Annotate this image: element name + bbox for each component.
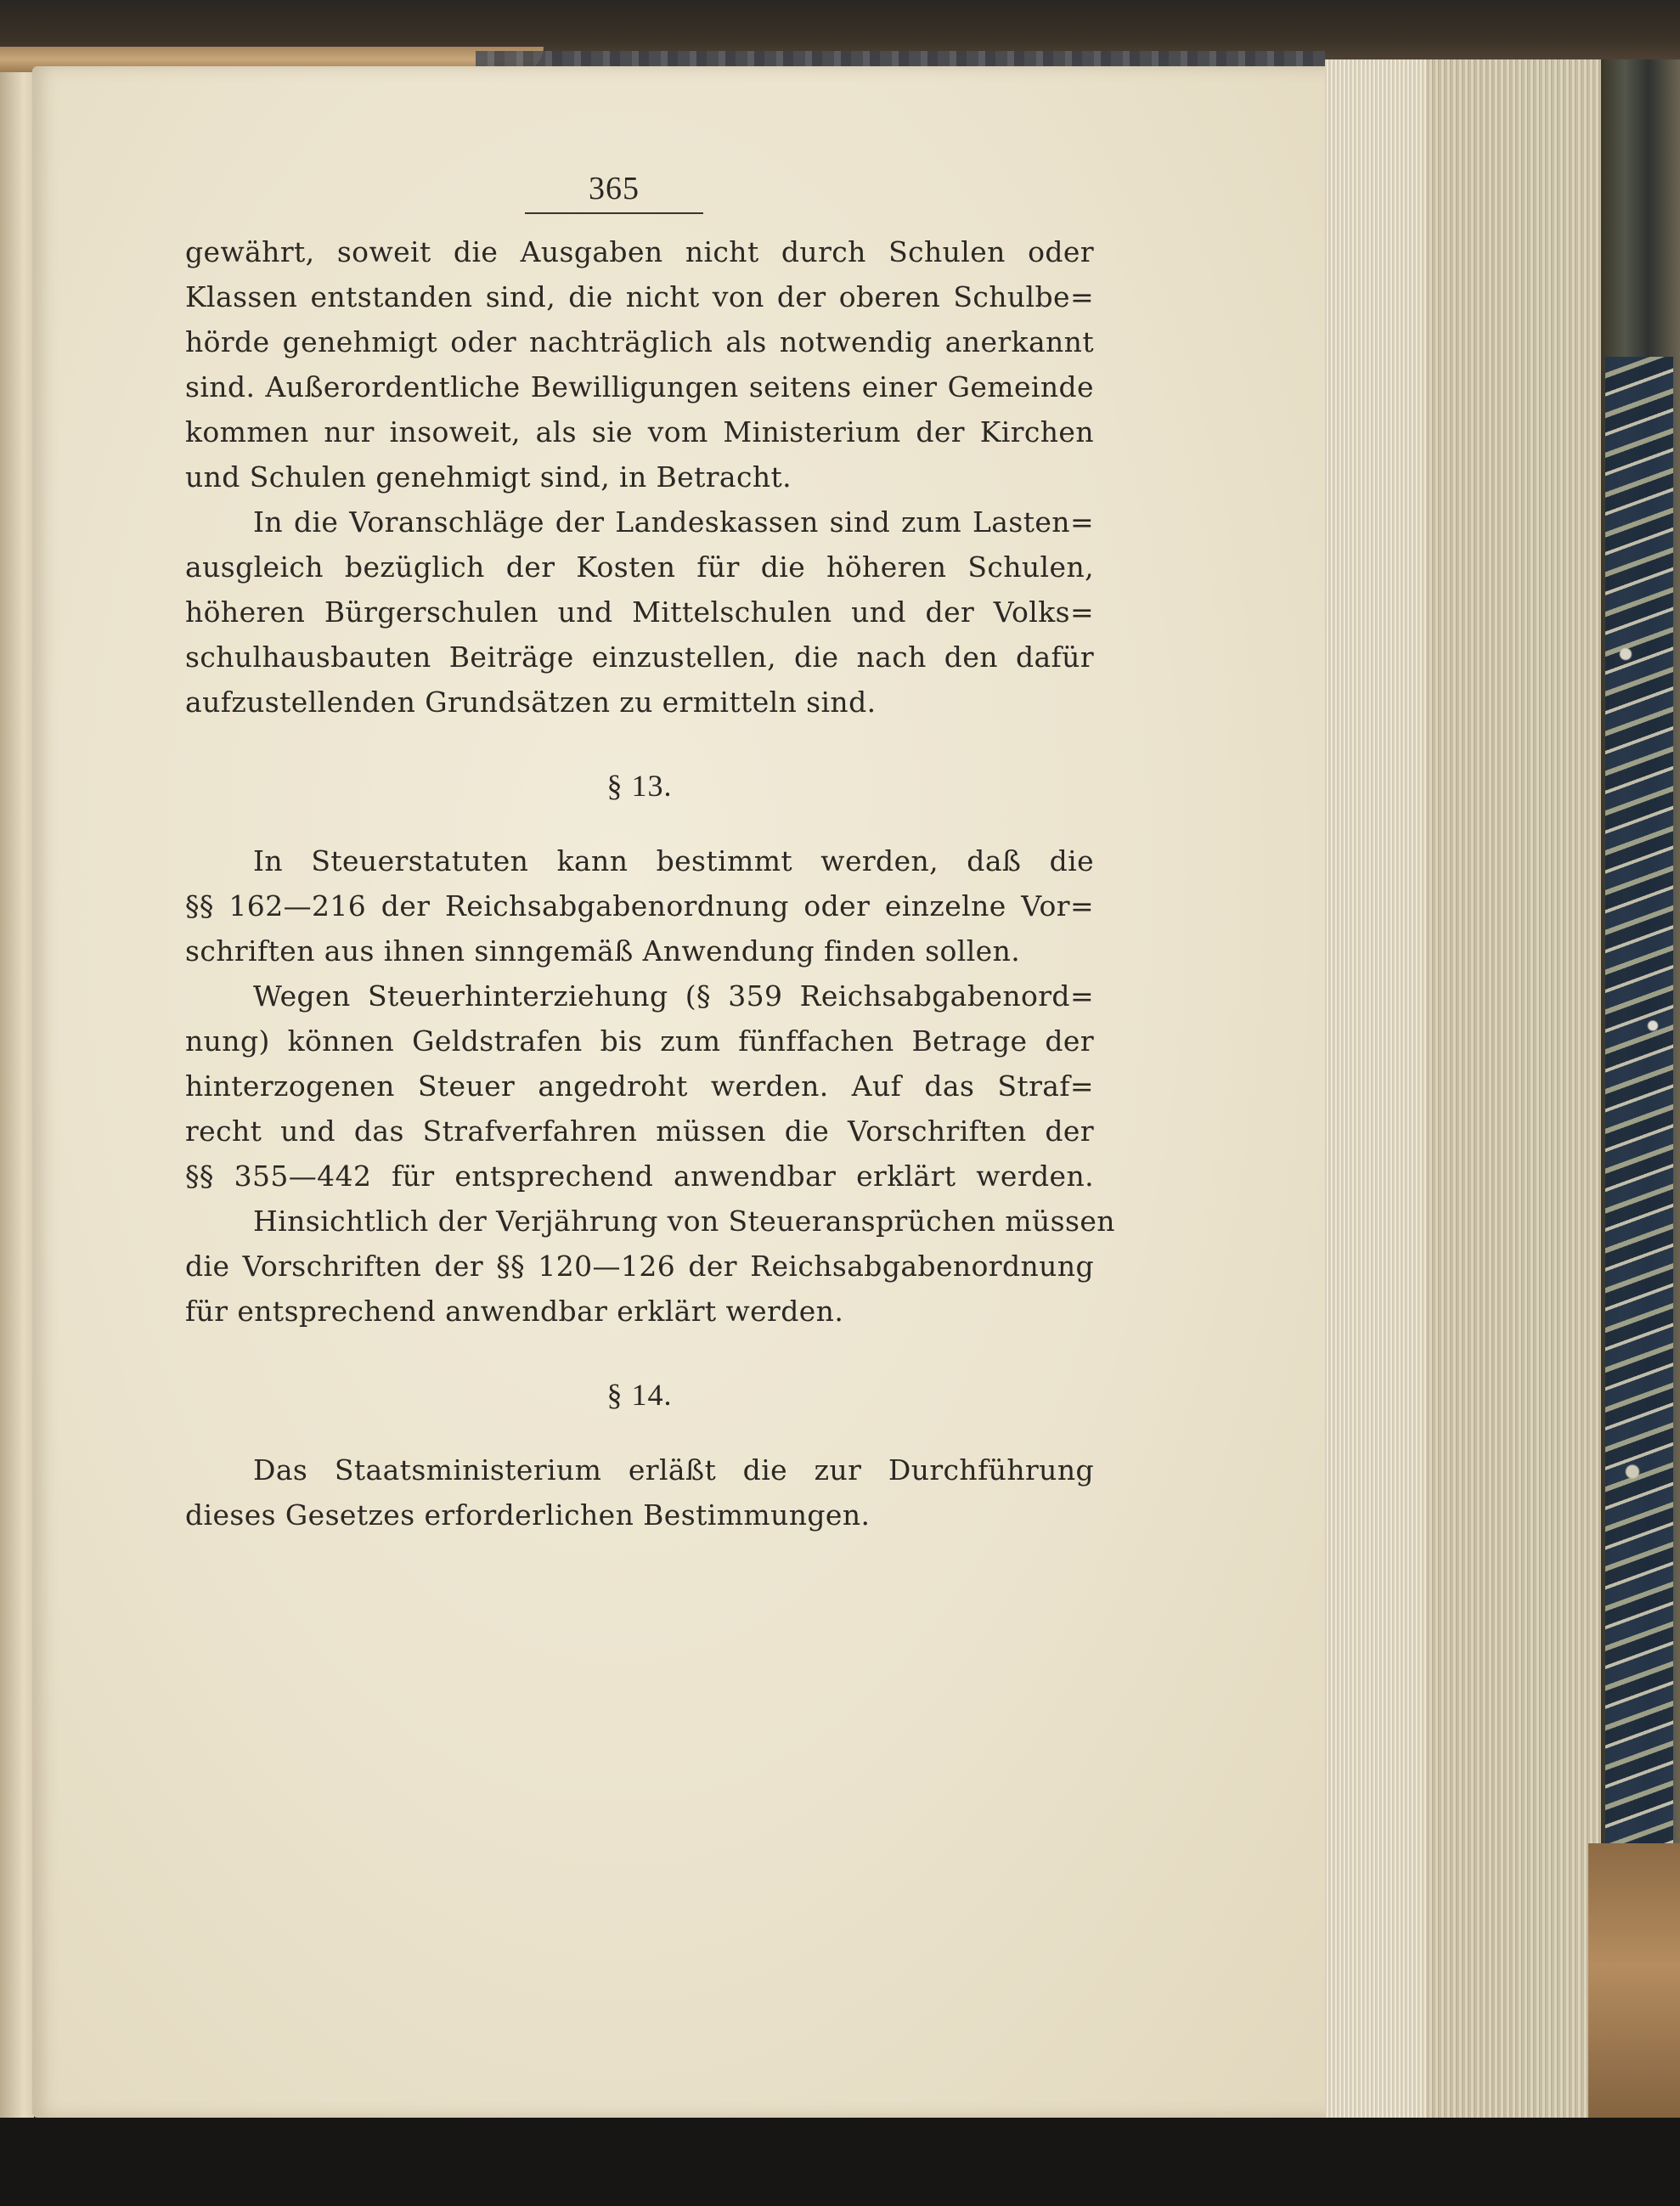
text-line: hinterzogenen Steuer angedroht werden. Auf das Straf=: [185, 1069, 1094, 1103]
background-shadow: [0, 2118, 1680, 2206]
text-line: schulhausbauten Beiträge einzustellen, die nach den dafür: [185, 640, 1094, 674]
text-line: §§ 355—442 für entsprechend anwendbar erklärt werden.: [185, 1159, 1094, 1193]
text-line: In die Voranschläge der Landeskassen sind zum Lasten=: [253, 505, 1094, 539]
book-cover-top: [0, 0, 1680, 68]
text-line: hörde genehmigt oder nachträglich als notwendig anerkannt: [185, 325, 1094, 358]
text-line: höheren Bürgerschulen und Mittelschulen und der Volks=: [185, 595, 1094, 629]
text-line: und Schulen genehmigt sind, in Betracht.: [185, 460, 792, 494]
text-line: schriften aus ihnen sinngemäß Anwendung finden sollen.: [185, 934, 1021, 968]
text-line: sind. Außerordentliche Bewilligungen seitens einer Gemeinde: [185, 370, 1094, 403]
previous-page-edge: [0, 72, 34, 2128]
paragraph-block5: [185, 1199, 1115, 1334]
page-number: 365: [589, 171, 640, 206]
leather-corner: [1588, 1843, 1680, 2149]
text-line: nung) können Geldstrafen bis zum fünffachen Betrage der: [185, 1024, 1094, 1058]
text-line: Wegen Steuerhinterziehung (§ 359 Reichsabgabenord=: [253, 979, 1094, 1013]
paragraph-block6: [185, 1447, 1094, 1537]
marbled-cover: [1605, 357, 1673, 1843]
text-line: Das Staatsministerium erläßt die zur Durchführung: [253, 1453, 1094, 1487]
section-heading-14: § 14.: [606, 1378, 673, 1412]
text-line: ausgleich bezüglich der Kosten für die höheren Schulen,: [185, 550, 1094, 584]
text-line: §§ 162—216 der Reichsabgabenordnung oder einzelne Vor=: [185, 889, 1094, 922]
page-block-edge-outer: [1427, 59, 1605, 2132]
section-heading-13: § 13.: [606, 769, 673, 803]
paragraph-block4: [185, 973, 1094, 1199]
paragraph-block3: [185, 838, 1094, 973]
text-line: für entsprechend anwendbar erklärt werden.: [185, 1295, 844, 1328]
text-line: gewährt, soweit die Ausgaben nicht durch Schulen oder: [185, 235, 1094, 268]
text-line: aufzustellenden Grundsätzen zu ermitteln sind.: [185, 685, 877, 719]
page-number-rule: [525, 212, 703, 214]
text-line: In Steuerstatuten kann bestimmt werden, daß die: [253, 844, 1094, 877]
page-text: [185, 170, 1115, 1537]
text-line: kommen nur insoweit, als sie vom Ministerium der Kirchen: [185, 415, 1094, 449]
text-line: recht und das Strafverfahren müssen die Vorschriften der: [185, 1114, 1094, 1148]
paragraph-block2: [185, 499, 1094, 725]
text-line: dieses Gesetzes erforderlichen Bestimmungen.: [185, 1498, 871, 1532]
text-line: Klassen entstanden sind, die nicht von der oberen Schulbe=: [185, 280, 1094, 313]
text-line: Hinsichtlich der Verjährung von Steueransprüchen müssen: [253, 1205, 1115, 1238]
page-block-edge: [1325, 59, 1427, 2132]
paragraph-block1: [185, 229, 1094, 499]
text-line: die Vorschriften der §§ 120—126 der Reichsabgabenordnung: [185, 1250, 1094, 1283]
